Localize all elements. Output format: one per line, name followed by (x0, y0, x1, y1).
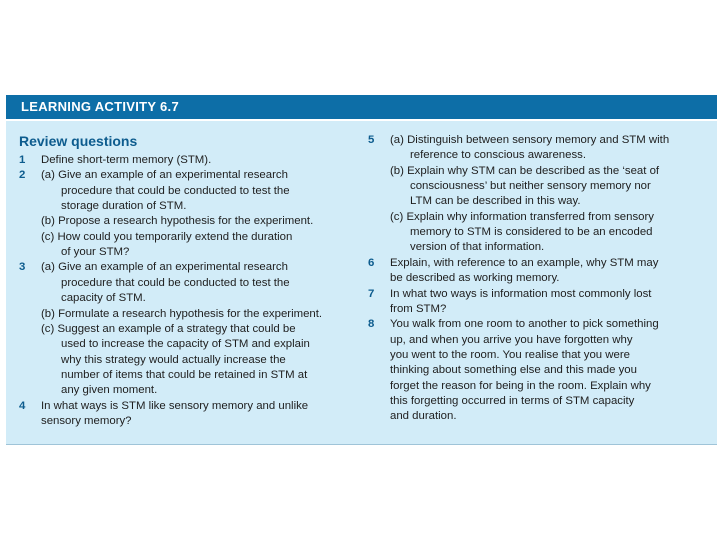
activity-title: LEARNING ACTIVITY 6.7 (21, 99, 179, 114)
question-text: thinking about something else and this made you (390, 364, 637, 377)
question-text: sensory memory? (41, 414, 132, 427)
question-text: procedure that could be conducted to test the (61, 276, 290, 289)
question-text: from STM? (390, 302, 447, 315)
question-text: and duration. (390, 410, 457, 423)
question-text: In what ways is STM like sensory memory and unlike (41, 399, 309, 412)
activity-banner (6, 95, 717, 121)
question-text: (c) Explain why information transferred from sensory (390, 210, 654, 223)
learning-activity-panel (6, 95, 717, 445)
question-text: up, and when you arrive you have forgotten why (390, 333, 633, 346)
question-number: 8 (368, 318, 375, 331)
question-text: Define short-term memory (STM). (41, 154, 212, 166)
question-text: this forgetting occurred in terms of STM capacity (390, 394, 635, 407)
question-number: 3 (19, 261, 26, 274)
question-text: used to increase the capacity of STM and explain (61, 338, 310, 351)
question-text: why this strategy would actually increase the (61, 353, 286, 366)
question-number: 4 (19, 399, 26, 412)
question-text: you went to the room. You realise that you were (390, 348, 630, 361)
question-number: 6 (368, 256, 375, 269)
question-number: 7 (368, 287, 375, 300)
question-text: capacity of STM. (61, 292, 146, 305)
question-text: consciousness’ but neither sensory memory nor (410, 180, 651, 193)
question-text: any given moment. (61, 384, 158, 397)
question-text: (a) Give an example of an experimental research (41, 169, 288, 182)
question-text: memory to STM is considered to be an encoded (410, 226, 653, 239)
question-number: 2 (19, 169, 26, 182)
question-text: reference to conscious awareness. (410, 149, 587, 162)
question-text: number of items that could be retained in STM at (61, 368, 308, 381)
question-text: (c) Suggest an example of a strategy that could be (41, 322, 296, 335)
question-text: procedure that could be conducted to test the (61, 184, 290, 197)
question-text: forget the reason for being in the room. Explain why (390, 379, 651, 392)
question-number: 5 (368, 134, 375, 146)
question-text: (b) Explain why STM can be described as the ‘seat of (390, 164, 660, 177)
review-questions-heading: Review questions (19, 133, 138, 149)
question-text: Explain, with reference to an example, why STM may (390, 256, 659, 269)
question-text: (a) Distinguish between sensory memory and STM with (390, 134, 670, 146)
question-text: be described as working memory. (390, 272, 560, 285)
question-text: In what two ways is information most commonly lost (390, 287, 652, 300)
question-text: (c) How could you temporarily extend the duration (41, 230, 293, 243)
question-text: You walk from one room to another to pick something (390, 318, 659, 331)
question-text: (a) Give an example of an experimental research (41, 261, 288, 274)
question-text: version of that information. (410, 241, 545, 254)
question-number: 1 (19, 154, 26, 166)
question-text: storage duration of STM. (61, 200, 187, 213)
question-text: (b) Formulate a research hypothesis for the experiment. (41, 307, 323, 320)
question-text: of your STM? (61, 246, 130, 259)
question-text: (b) Propose a research hypothesis for the experiment. (41, 215, 314, 228)
question-text: LTM can be described in this way. (410, 195, 581, 208)
